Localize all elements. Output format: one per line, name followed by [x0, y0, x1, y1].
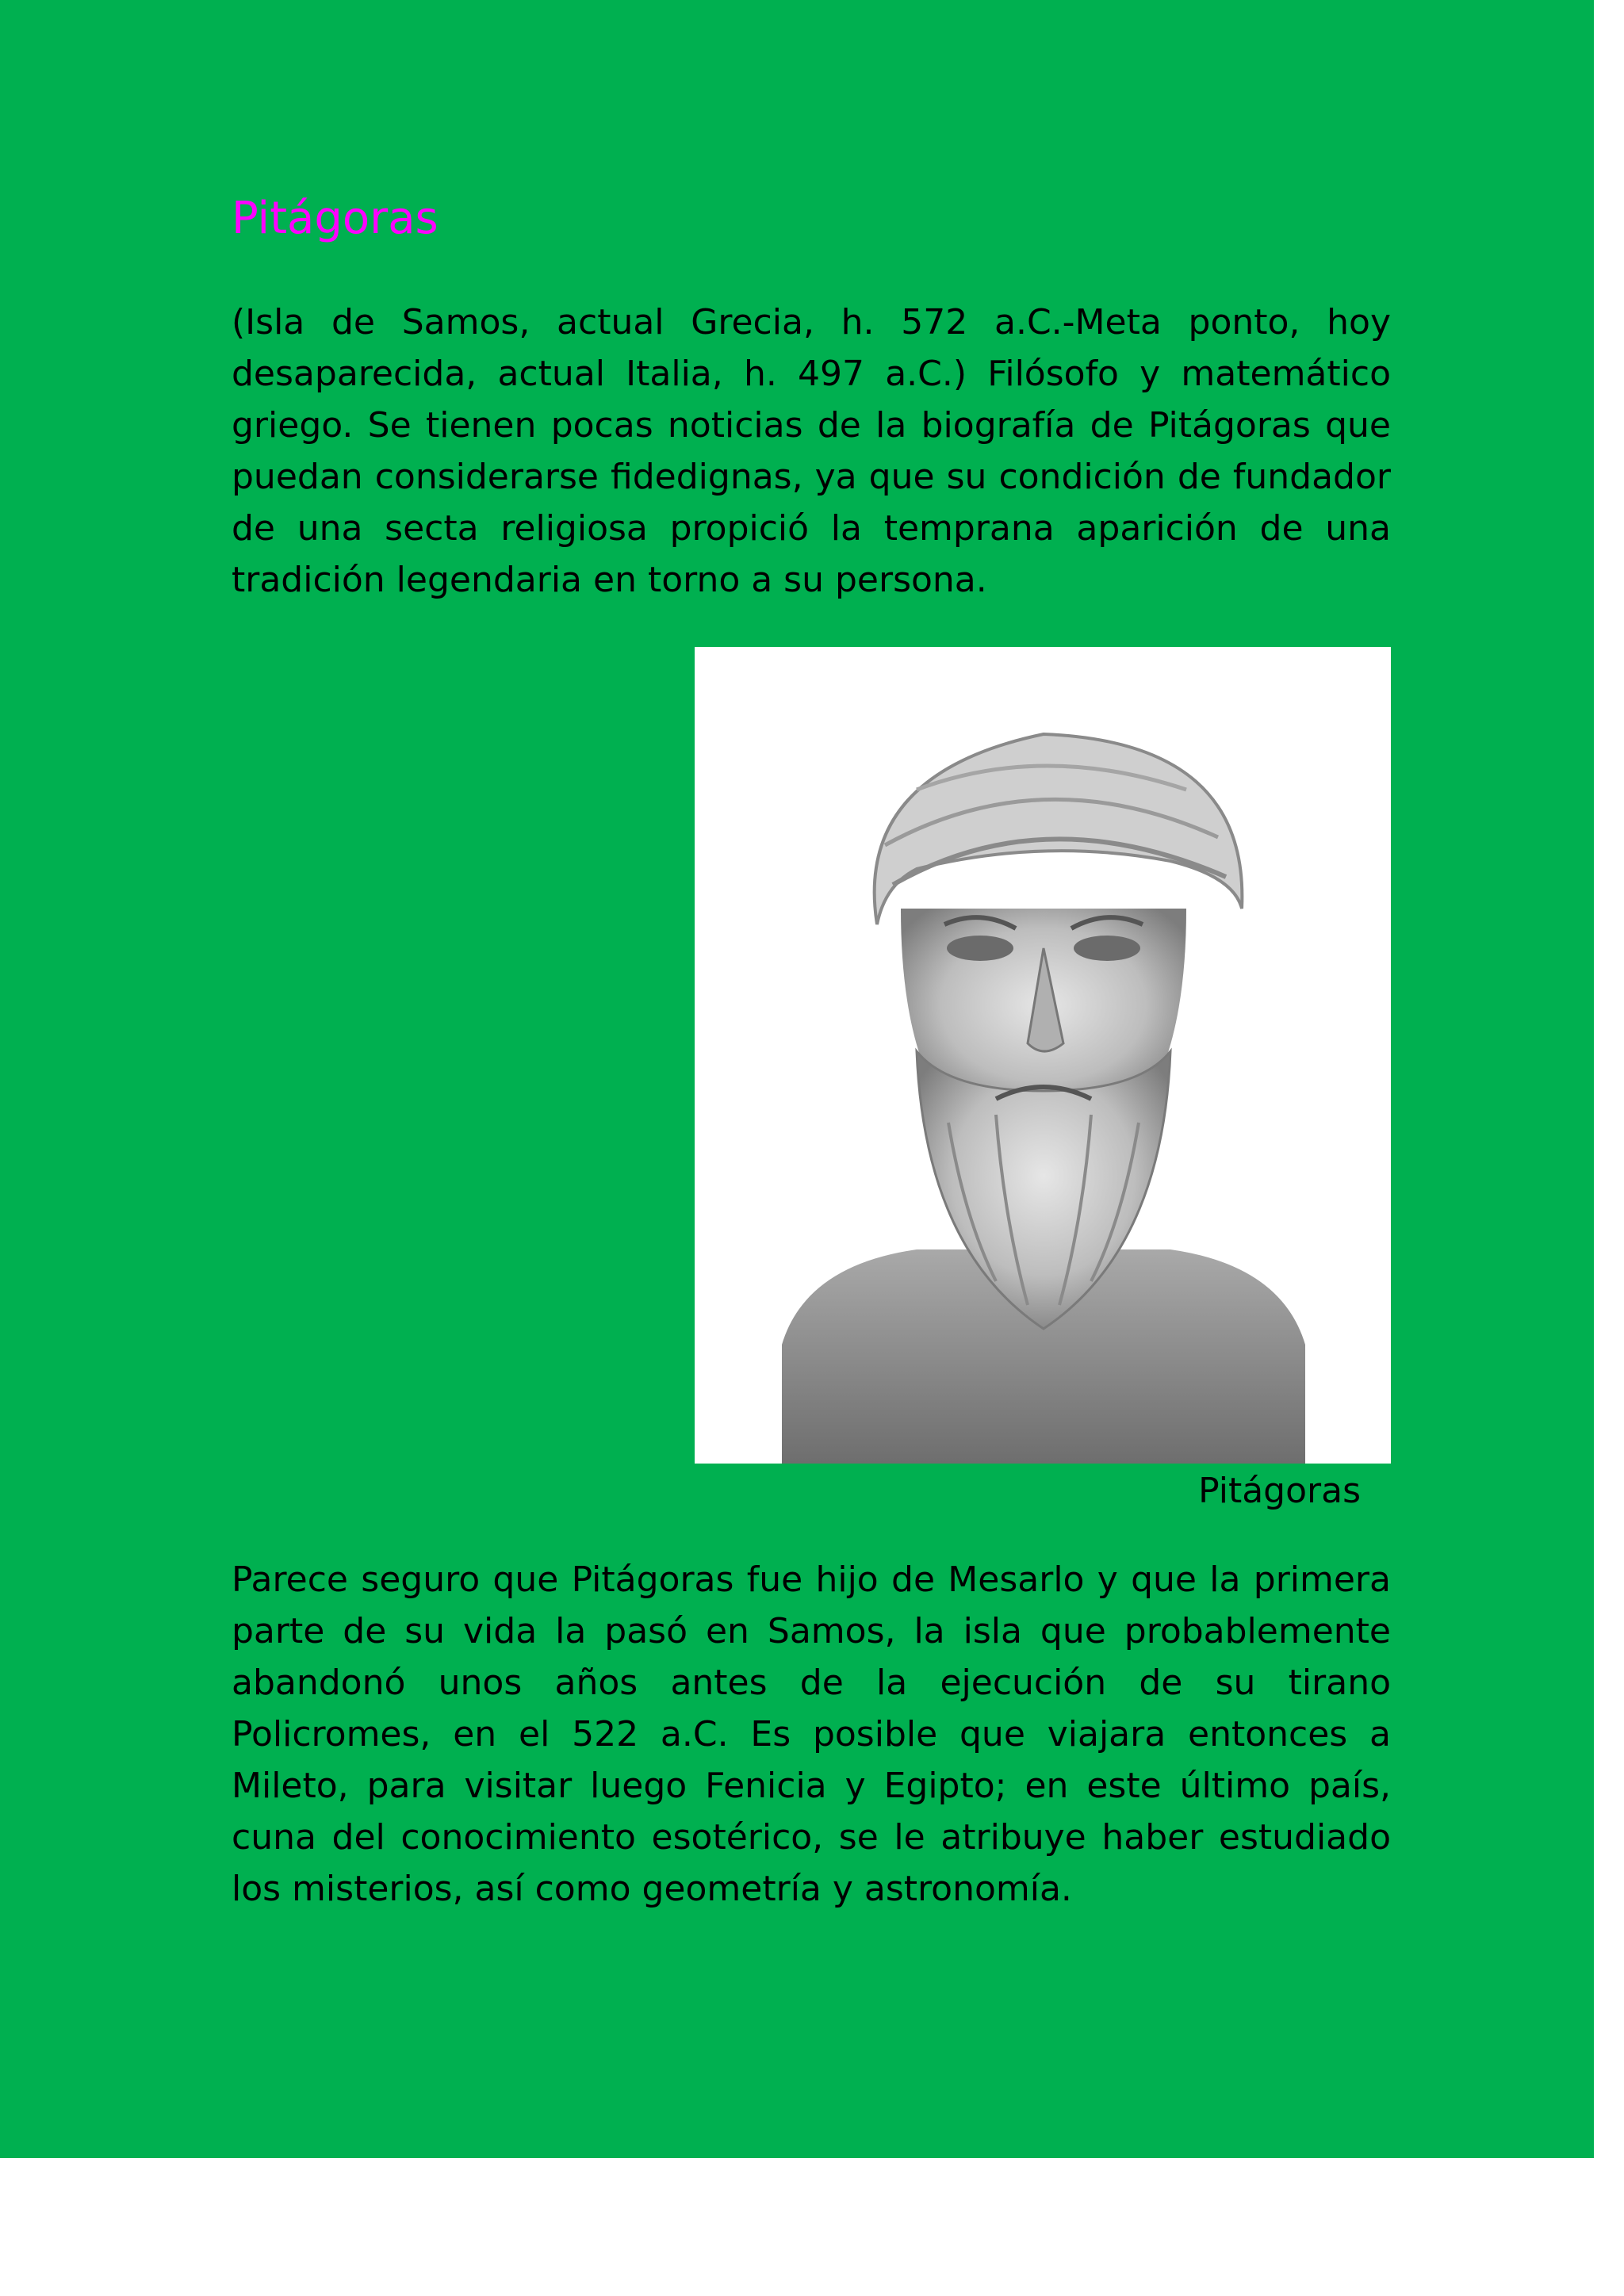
intro-paragraph: (Isla de Samos, actual Grecia, h. 572 a.C.-Meta ponto, hoy desaparecida, actual Italia, h. 497 a.C.) Filósofo y matemático griego. Se tienen pocas noticias de la biografía de Pitágoras que puedan considerarse fidedignas, ya que su condición de fundador de una secta religiosa propició la temprana aparición de una tradición legendaria en torno a su persona. [232, 302, 1391, 600]
pythagoras-bust-image [695, 647, 1391, 1464]
biography-paragraph: Parece seguro que Pitágoras fue hijo de Mesarlo y que la primera parte de su vida la pasó en Samos, la isla que probablemente abandonó unos años antes de la ejecución de su tirano Policromes, en el 522 a.C. Es posible que viajara entonces a Mileto, para visitar luego Fenicia y Egipto; en este último país, cuna del conocimiento esotérico, se le atribuye haber estudiado los misterios, así como geometría y astronomía. [232, 1559, 1391, 1909]
document-title: Pitágoras [232, 193, 439, 244]
figure-caption: Pitágoras [1198, 1471, 1361, 1511]
